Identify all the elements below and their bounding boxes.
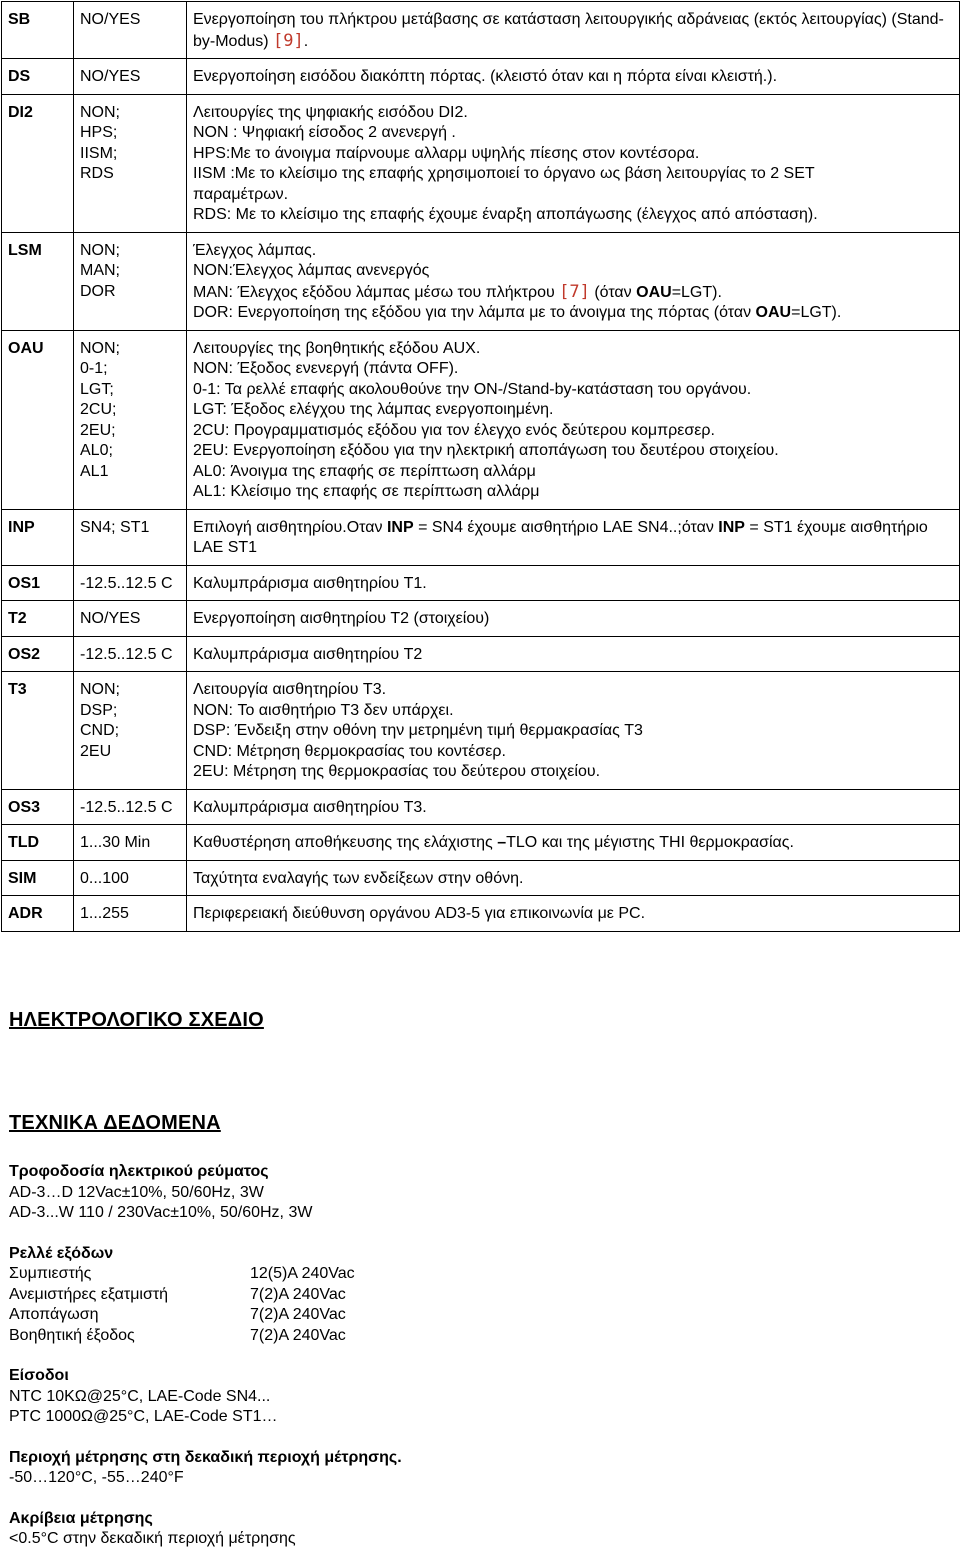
param-code: TLD [2, 825, 74, 861]
param-value: MAN; [80, 262, 120, 279]
description-fragment: MAN: Έλεγχος εξόδου λάμπας μέσω του πλήκτρου [193, 283, 560, 301]
power-line: AD-3…D 12Vac±10%, 50/60Hz, 3W [9, 1183, 264, 1201]
param-description [187, 509, 960, 565]
inputs-title: Είσοδοι [9, 1367, 69, 1384]
param-values [74, 789, 187, 825]
param-value: -12.5..12.5 C [80, 574, 173, 592]
param-value: 0...100 [80, 869, 129, 887]
description-fragment: OAU [636, 283, 672, 301]
description-fragment: INP [386, 518, 414, 536]
parameter-table [1, 1, 960, 932]
param-code: DI2 [2, 94, 74, 232]
measurement-range-title: Περιοχή μέτρησης στη δεκαδική περιοχή μέτρησης. [9, 1448, 402, 1466]
description-line: Λειτουργίες της βοηθητικής εξόδου AUX. [193, 339, 481, 357]
relay-row [9, 1305, 949, 1326]
description-fragment: – [497, 834, 507, 851]
param-description [187, 789, 960, 825]
description-line [193, 303, 953, 324]
param-code: LSM [2, 232, 74, 330]
param-value: 1...255 [80, 905, 129, 922]
key-reference: [7] [559, 281, 590, 302]
param-value: NON; [80, 103, 120, 121]
param-value: 2CU; [80, 401, 117, 418]
description-fragment: Καθυστέρηση αποθήκευσης της ελάχιστης [193, 834, 498, 851]
param-value: NO/YES [80, 11, 141, 28]
relay-label: Ανεμιστήρες εξατμιστή [9, 1285, 169, 1303]
power-supply-title: Τροφοδοσία ηλεκτρικού ρεύματος [9, 1163, 269, 1180]
description-fragment: INP [718, 518, 745, 536]
description-line [193, 10, 953, 52]
measurement-range-line: -50…120°C, -55…240°F [9, 1469, 184, 1486]
description-line [193, 241, 953, 262]
param-description [187, 232, 960, 330]
param-description [187, 672, 960, 790]
param-description [187, 565, 960, 601]
description-line [193, 518, 953, 559]
param-value: IISM; [80, 144, 118, 162]
description-line [193, 833, 953, 854]
param-row-di2 [2, 94, 960, 232]
param-value: CND; [80, 722, 120, 739]
description-line: AL1: Κλείσιμο της επαφής σε περίπτωση αλλάρμ [193, 483, 540, 500]
param-code: DS [2, 59, 74, 95]
param-description [187, 860, 960, 896]
param-value: DSP; [80, 701, 118, 719]
description-line: Λειτουργία αισθητηρίου T3. [193, 681, 387, 698]
relay-row [9, 1326, 949, 1347]
description-line: NON : Ψηφιακή είσοδος 2 ανενεργή . [193, 124, 456, 141]
description-line: HPS:Με το άνοιγμα παίρνουμε αλλαρμ υψηλής πίεσης στον κοντέσορα. [193, 144, 700, 162]
param-row-sb [2, 2, 960, 59]
param-row-inp [2, 509, 960, 565]
param-values [74, 509, 187, 565]
param-description [187, 2, 960, 59]
description-fragment: . [303, 32, 309, 50]
input-line: PTC 1000Ω@25°C, LAE-Code ST1… [9, 1408, 278, 1425]
description-fragment: OAU [755, 304, 792, 321]
param-code: OS2 [2, 636, 74, 672]
input-line: NTC 10KΩ@25°C, LAE-Code SN4... [9, 1387, 271, 1405]
power-line: AD-3...W 110 / 230Vac±10%, 50/60Hz, 3W [9, 1204, 313, 1221]
relay-value: 7(2)A 240Vac [250, 1326, 346, 1344]
relay-value: 7(2)A 240Vac [250, 1306, 346, 1323]
description-line: DSP: Ένδειξη στην οθόνη την μετρημένη τιμή θερμακρασίας T3 [193, 722, 643, 739]
technical-data-heading: ΤΕΧΝΙΚΑ ΔΕΔΟΜΕΝΑ [9, 1112, 221, 1134]
description-fragment: Επιλογή αισθητηρίου.Οταν [193, 518, 387, 536]
description-fragment: Έλεγχος λάμπας. [193, 241, 317, 259]
description-fragment: DOR: Ενεργοποίηση της εξόδου για την λάμπα με το άνοιγμα της πόρτας (όταν [193, 304, 756, 321]
param-value: RDS [80, 165, 114, 182]
description-line: Ενεργοποίηση εισόδου διακόπτη πόρτας. (κλειστό όταν και η πόρτα είναι κλειστή.). [193, 68, 778, 85]
param-row-os1 [2, 565, 960, 601]
accuracy-title: Ακρίβεια μέτρησης [9, 1509, 153, 1527]
description-line [193, 282, 953, 304]
description-line: 2CU: Προγραμματισμός εξόδου για τον έλεγχο ενός δεύτερου κομπρεσερ. [193, 421, 715, 439]
param-row-oau [2, 330, 960, 509]
description-fragment: = ST1 έχουμε αισθητήριο LAE ST1 [193, 518, 928, 556]
description-fragment: = SN4 έχουμε αισθητήριο LAE SN4..;όταν [413, 518, 719, 536]
param-values [74, 896, 187, 932]
technical-specs [9, 1162, 949, 1550]
param-values [74, 565, 187, 601]
description-line: AL0: Άνοιγμα της επαφής σε περίπτωση αλλάρμ [193, 462, 536, 480]
param-row-adr [2, 896, 960, 932]
param-value: 1...30 Min [80, 834, 151, 851]
param-code: SIM [2, 860, 74, 896]
param-description [187, 636, 960, 672]
param-code: OS1 [2, 565, 74, 601]
param-value: AL1 [80, 462, 109, 480]
description-line: NON: Έξοδος ενενεργή (πάντα OFF). [193, 360, 459, 377]
param-value: 2EU [80, 742, 112, 760]
param-value: SN4; ST1 [80, 518, 150, 536]
description-line: LGT: Έξοδος ελέγχου της λάμπας ενεργοποιημένη. [193, 401, 554, 418]
description-line: Καλυμπράρισμα αισθητηρίου T2 [193, 645, 423, 663]
relay-value: 7(2)A 240Vac [250, 1285, 346, 1303]
param-value: NON; [80, 681, 120, 698]
description-fragment: TLO και της μέγιστης THI θερμοκρασίας. [506, 834, 794, 851]
param-code: OS3 [2, 789, 74, 825]
description-line [193, 261, 953, 282]
relay-label: Συμπιεστής [9, 1265, 92, 1282]
param-values [74, 860, 187, 896]
param-values [74, 232, 187, 330]
description-line: Λειτουργίες της ψηφιακής εισόδου DI2. [193, 103, 468, 121]
param-code: INP [2, 509, 74, 565]
param-value: 2EU; [80, 421, 116, 439]
param-row-os2 [2, 636, 960, 672]
relay-label: Αποπάγωση [9, 1306, 99, 1323]
description-line: IISM :Με το κλείσιμο της επαφής χρησιμοποιεί το όργανο ως βάση λειτουργίας το 2 SET [193, 165, 815, 182]
description-fragment: =LGT). [671, 283, 722, 301]
description-fragment: (όταν [589, 283, 637, 301]
param-description [187, 59, 960, 95]
param-values [74, 636, 187, 672]
param-values [74, 825, 187, 861]
description-line: RDS: Με το κλείσιμο της επαφής έχουμε έναρξη αποπάγωσης (έλεγχος από απόσταση). [193, 206, 818, 223]
param-value: NO/YES [80, 68, 141, 85]
param-value: AL0; [80, 442, 113, 459]
param-description [187, 896, 960, 932]
description-line: Καλυμπράρισμα αισθητηρίου T3. [193, 798, 427, 816]
param-row-lsm [2, 232, 960, 330]
param-value: NO/YES [80, 610, 141, 627]
relay-label: Βοηθητική έξοδος [9, 1326, 135, 1344]
param-description [187, 330, 960, 509]
param-description [187, 601, 960, 637]
description-line: παραμέτρων. [193, 185, 289, 203]
param-value: -12.5..12.5 C [80, 798, 173, 816]
description-line: Καλυμπράρισμα αισθητηρίου T1. [193, 574, 427, 592]
description-fragment: NON:Έλεγχος λάμπας ανενεργός [193, 262, 430, 279]
accuracy-line: <0.5°C στην δεκαδική περιοχή μέτρησης [9, 1530, 296, 1547]
description-line: CND: Μέτρηση θερμοκρασίας του κοντέσερ. [193, 742, 506, 760]
param-description [187, 94, 960, 232]
param-value: 0-1; [80, 360, 108, 377]
key-reference: [9] [273, 30, 304, 51]
electrical-diagram-heading: ΗΛΕΚΤΡΟΛΟΓΙΚΟ ΣΧΕΔΙΟ [9, 1009, 264, 1031]
description-line: 0-1: Τα ρελλέ επαφής ακολουθούνε την ON-/Stand-by-κατάσταση του οργάνου. [193, 380, 752, 398]
relay-row [9, 1285, 949, 1306]
param-values [74, 330, 187, 509]
description-line: NON: Το αισθητήριο T3 δεν υπάρχει. [193, 701, 454, 719]
param-values [74, 2, 187, 59]
param-row-t3 [2, 672, 960, 790]
param-row-os3 [2, 789, 960, 825]
relay-row [9, 1264, 949, 1285]
param-code: ADR [2, 896, 74, 932]
description-line: 2EU: Ενεργοποίηση εξόδου για την ηλεκτρική αποπάγωση του δευτέρου στοιχείου. [193, 442, 779, 459]
param-code: SB [2, 2, 74, 59]
param-code: OAU [2, 330, 74, 509]
param-row-tld [2, 825, 960, 861]
param-row-sim [2, 860, 960, 896]
param-code: T2 [2, 601, 74, 637]
description-line: Ενεργοποίηση αισθητηρίου T2 (στοιχείου) [193, 610, 490, 627]
description-line: Περιφερειακή διεύθυνση οργάνου AD3-5 για επικοινωνία με PC. [193, 905, 646, 922]
param-values [74, 94, 187, 232]
description-fragment: =LGT). [791, 304, 842, 321]
param-values [74, 59, 187, 95]
param-description [187, 825, 960, 861]
description-fragment: Ενεργοποίηση του πλήκτρου μετάβασης σε κατάσταση λειτουργικής αδράνειας (εκτός λειτουργίας) (Stand-by-Modus) [193, 11, 944, 50]
param-values [74, 601, 187, 637]
param-value: HPS; [80, 124, 118, 141]
relay-value: 12(5)A 240Vac [250, 1265, 355, 1282]
param-value: DOR [80, 282, 116, 300]
param-code: T3 [2, 672, 74, 790]
relays-title: Ρελλέ εξόδων [9, 1244, 114, 1262]
param-row-ds [2, 59, 960, 95]
description-line: Ταχύτητα εναλαγής των ενδείξεων στην οθόνη. [193, 869, 524, 887]
param-value: LGT; [80, 380, 114, 398]
param-value: -12.5..12.5 C [80, 645, 173, 663]
param-value: NON; [80, 241, 120, 259]
param-value: NON; [80, 339, 120, 357]
param-row-t2 [2, 601, 960, 637]
description-line: 2EU: Μέτρηση της θερμοκρασίας του δεύτερου στοιχείου. [193, 763, 601, 780]
param-values [74, 672, 187, 790]
